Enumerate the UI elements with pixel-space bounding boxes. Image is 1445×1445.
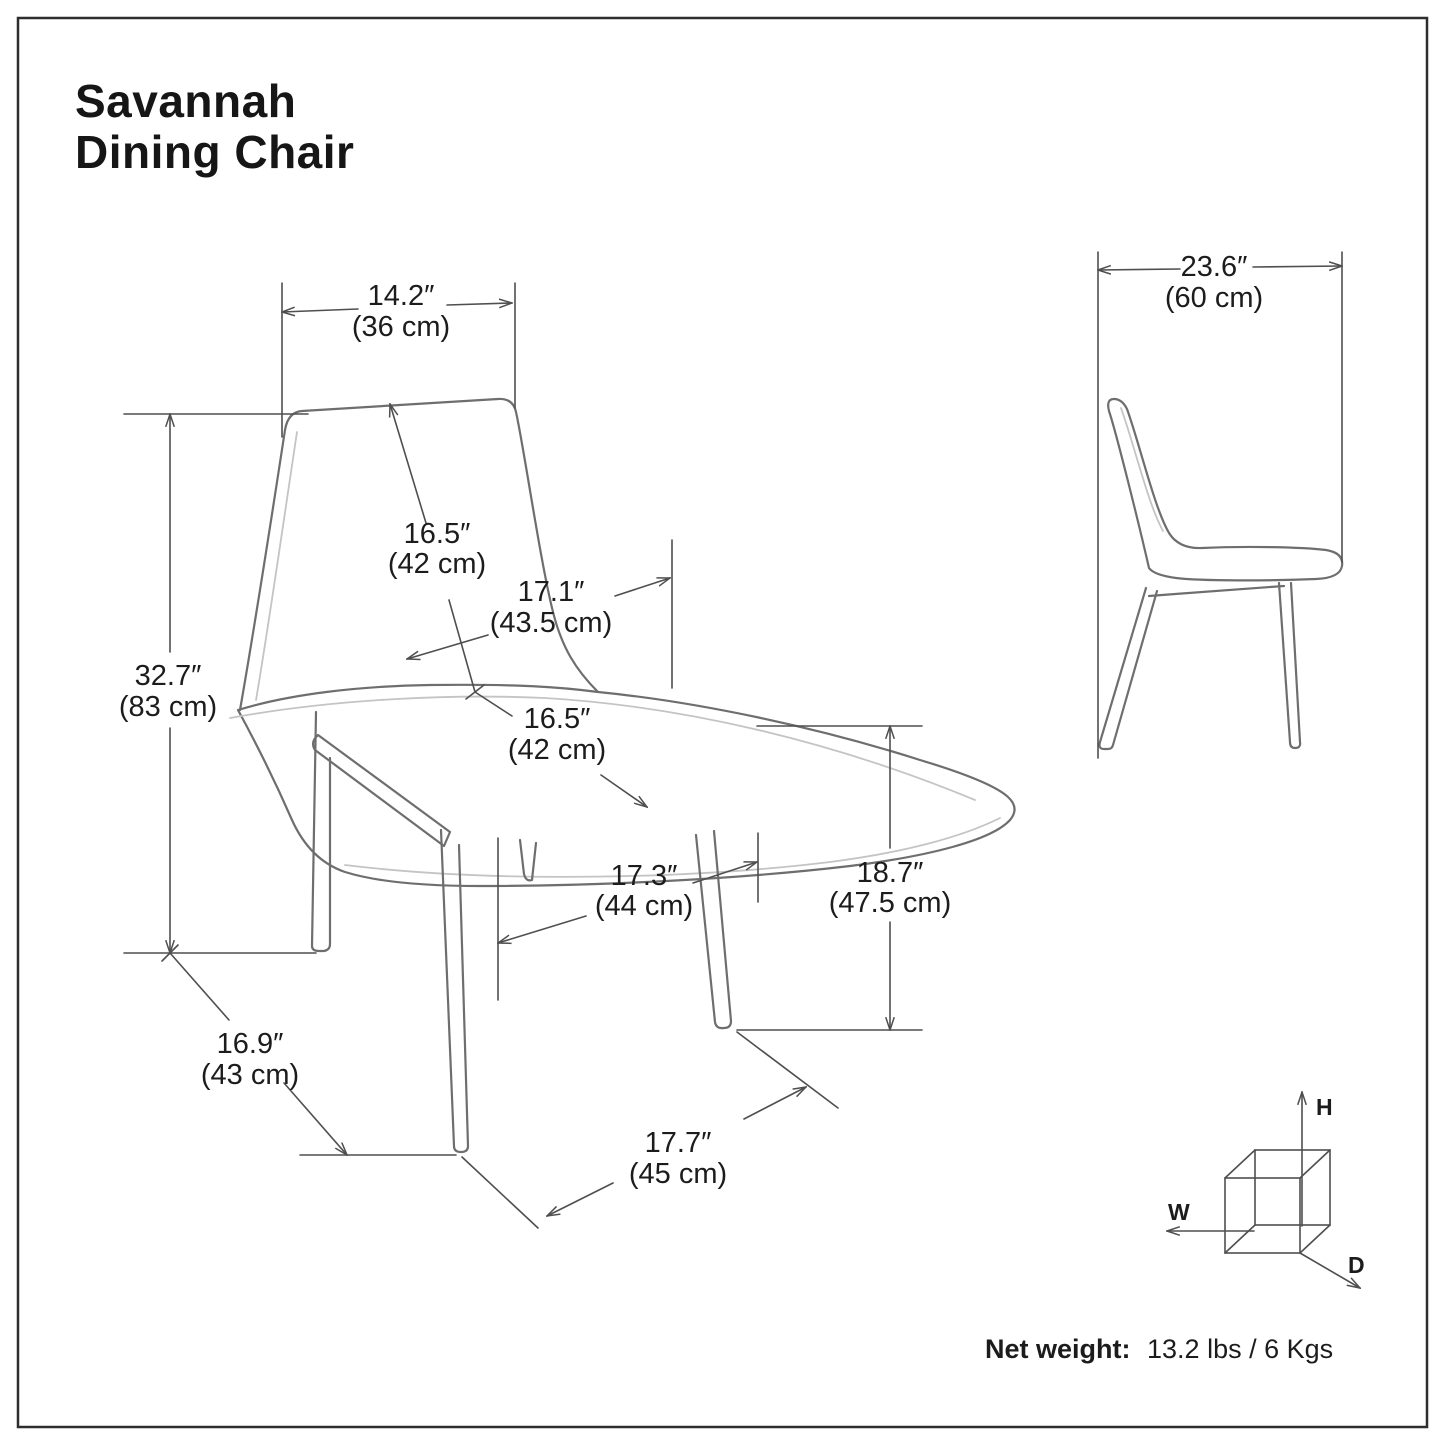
dimline-seat-width-a — [407, 635, 488, 659]
axis-d-label: D — [1348, 1252, 1365, 1278]
page-title — [75, 75, 354, 178]
dimline-base-width-b — [744, 1087, 806, 1119]
dim-seat-width — [490, 576, 612, 639]
dimline-backrest-width-a — [282, 309, 358, 312]
side-view-dimension-labels — [1165, 251, 1263, 314]
front-side-rail — [313, 735, 450, 846]
side-shell-outline — [1108, 399, 1342, 580]
net-weight-label: Net weight: — [985, 1334, 1131, 1364]
front-back-left-leg — [312, 712, 330, 951]
dimline-seat-depth-a — [475, 692, 512, 716]
dim-seat-depth-in: 16.5″ — [523, 703, 591, 735]
dimline-base-depth-a — [170, 953, 229, 1020]
dim-seat-height-in: 18.7″ — [856, 857, 924, 889]
dim-base-depth-cm: (43 cm) — [200, 1059, 300, 1091]
dimline-base-depth-b — [284, 1083, 347, 1155]
side-back-leg — [1100, 588, 1158, 749]
side-shell-seam — [1121, 408, 1163, 531]
dim-overall-height-in: 32.7″ — [134, 660, 202, 692]
dim-seat-depth — [508, 703, 606, 766]
net-weight — [985, 1334, 1333, 1364]
dimline-seat-width-b — [615, 578, 670, 596]
dimline-seat-depth-b — [601, 775, 647, 807]
dim-overall-height — [119, 660, 217, 723]
side-apron — [1149, 586, 1284, 596]
dim-base-width — [629, 1127, 727, 1190]
axis-cube-edge-bl — [1225, 1225, 1255, 1253]
dim-backrest-height-cm: (42 cm) — [387, 548, 487, 580]
dimline-overall-depth-a — [1098, 269, 1180, 270]
axis-w-label: W — [1168, 1199, 1190, 1225]
dimline-leg-depth-a — [498, 916, 586, 943]
dimline-backrest-height-a — [390, 404, 426, 523]
dim-backrest-height — [388, 518, 486, 580]
front-seat-outline — [238, 685, 1015, 886]
dim-seat-width-in: 17.1″ — [517, 576, 585, 608]
front-view-dimension-labels — [119, 280, 951, 1190]
dim-base-width-in: 17.7″ — [644, 1127, 712, 1159]
dim-base-depth-in: 16.9″ — [216, 1028, 284, 1060]
dim-seat-width-cm: (43.5 cm) — [489, 607, 613, 639]
dim-backrest-width-in: 14.2″ — [367, 280, 435, 312]
front-front-right-leg — [696, 831, 731, 1028]
dim-leg-depth — [595, 860, 693, 922]
axis-h-label: H — [1316, 1094, 1333, 1120]
dim-base-width-cm: (45 cm) — [628, 1158, 728, 1190]
title-line1: Savannah — [75, 75, 297, 127]
dim-overall-height-cm: (83 cm) — [118, 691, 218, 723]
title-line2: Dining Chair — [75, 126, 355, 178]
dim-backrest-height-in: 16.5″ — [403, 518, 471, 550]
dim-base-depth — [201, 1028, 299, 1091]
axis-cube — [1167, 1092, 1365, 1288]
dimline-base-width-a — [547, 1183, 613, 1216]
side-view-chair-drawing — [1100, 399, 1343, 749]
dimline-overall-depth-b — [1253, 266, 1342, 267]
dim-overall-depth-in: 23.6″ — [1180, 251, 1248, 283]
dim-seat-depth-cm: (42 cm) — [507, 734, 607, 766]
net-weight-value: 13.2 lbs / 6 Kgs — [1147, 1334, 1334, 1364]
dim-backrest-width — [352, 280, 450, 343]
ext-base-width-left — [462, 1157, 538, 1228]
axis-cube-edge-tl — [1225, 1150, 1255, 1178]
dim-leg-depth-cm: (44 cm) — [594, 890, 694, 922]
side-front-leg — [1279, 583, 1300, 748]
front-view-chair-drawing — [230, 399, 1015, 1152]
axis-cube-edge-br — [1300, 1225, 1330, 1253]
front-backrest-seam — [256, 432, 297, 700]
dim-overall-depth-cm: (60 cm) — [1164, 282, 1264, 314]
dim-backrest-width-cm: (36 cm) — [351, 311, 451, 343]
front-front-left-leg — [441, 830, 468, 1152]
front-back-right-leg — [520, 840, 536, 880]
dimline-backrest-width-b — [447, 303, 512, 305]
dim-leg-depth-in: 17.3″ — [610, 860, 678, 892]
axis-cube-edge-tr — [1300, 1150, 1330, 1178]
dim-seat-height-cm: (47.5 cm) — [828, 887, 952, 919]
